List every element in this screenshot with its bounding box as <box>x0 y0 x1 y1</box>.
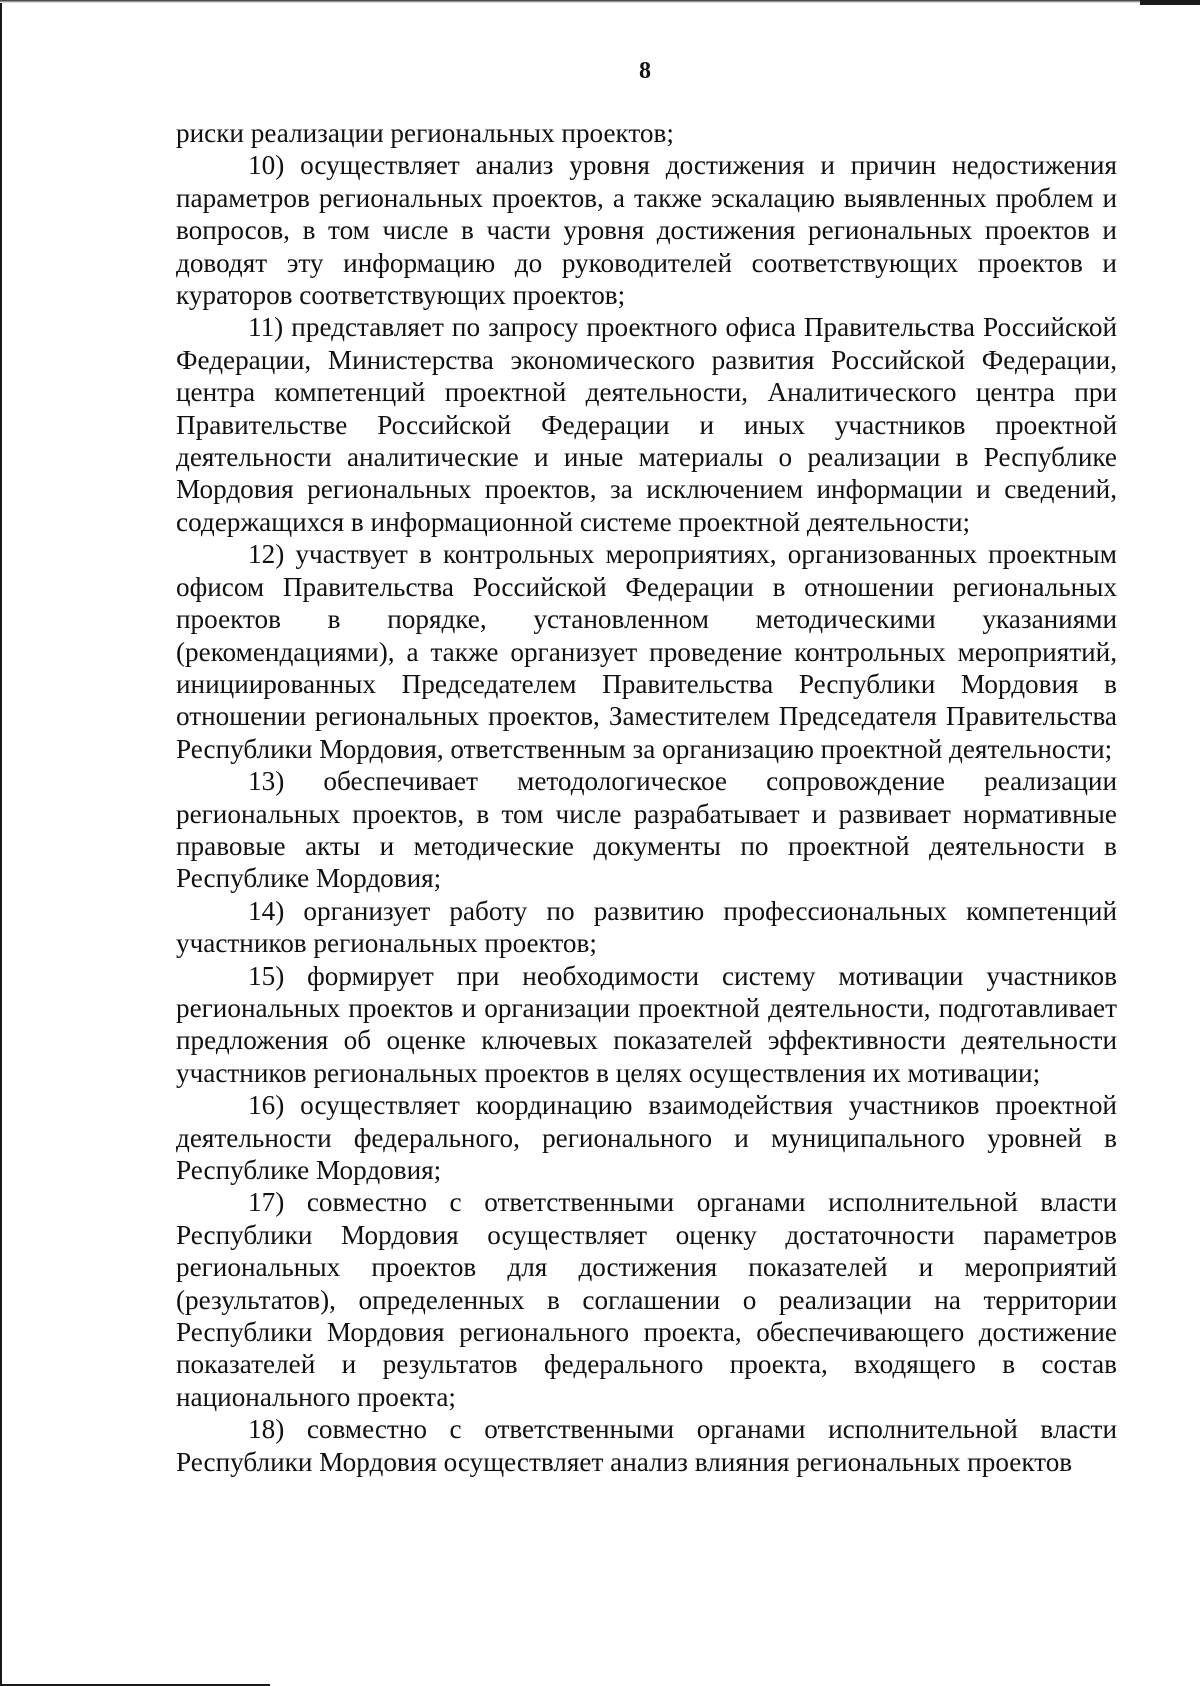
paragraph-item-12: 12) участвует в контрольных мероприятиях, организованных проектным офисом Правительства Российской Федерации в отношении региональных проектов в порядке, установленном методическими указаниями (рекомендациями), а также организует проведение контрольных мероприятий, инициированных Председателем Правительства Республики Мордовия в отношении региональных проектов, Заместителем Председателя Правительства Республики Мордовия, ответственным за организацию проектной деятельности; <box>176 539 1117 764</box>
paragraph-item-11: 11) представляет по запросу проектного офиса Правительства Российской Федерации, Министерства экономического развития Российской Федерации, центра компетенций проектной деятельности, Аналитического центра при Правительстве Российской Федерации и иных участников проектной деятельности аналитические и иные материалы о реализации в Республике Мордовия региональных проектов, за исключением информации и сведений, содержащихся в информационной системе проектной деятельности; <box>176 312 1117 537</box>
document-body <box>176 117 1117 1478</box>
paragraph-item-14: 14) организует работу по развитию профессиональных компетенций участников региональных проектов; <box>176 895 1117 959</box>
scan-edge-top <box>0 0 1200 3</box>
paragraph-item-13: 13) обеспечивает методологическое сопровождение реализации региональных проектов, в том числе разрабатывает и развивает нормативные правовые акты и методические документы по проектной деятельности в Республике Мордовия; <box>176 766 1117 894</box>
paragraph-continuation: риски реализации региональных проектов; <box>176 118 674 148</box>
scan-edge-left <box>0 0 2 1686</box>
paragraph-item-18: 18) совместно с ответственными органами исполнительной власти Республики Мордовия осуществляет анализ влияния региональных проектов <box>176 1414 1117 1477</box>
scan-edge-top-right <box>1140 0 1200 5</box>
paragraph-item-16: 16) осуществляет координацию взаимодействия участников проектной деятельности федерального, регионального и муниципального уровней в Республике Мордовия; <box>176 1090 1117 1185</box>
page-number: 8 <box>639 58 651 84</box>
paragraph-item-10: 10) осуществляет анализ уровня достижения и причин недостижения параметров региональных проектов, а также эскалацию выявленных проблем и вопросов, в том числе в части уровня достижения региональных проектов и доводят эту информацию до руководителей соответствующих проектов и кураторов соответствующих проектов; <box>176 150 1117 311</box>
paragraph-item-17: 17) совместно с ответственными органами исполнительной власти Республики Мордовия осуществляет оценку достаточности параметров региональных проектов для достижения показателей и мероприятий (результатов), определенных в соглашении о реализации на территории Республики Мордовия регионального проекта, обеспечивающего достижение показателей и результатов федерального проекта, входящего в состав национального проекта; <box>176 1187 1117 1412</box>
paragraph-item-15: 15) формирует при необходимости систему мотивации участников региональных проектов и организации проектной деятельности, подготавливает предложения об оценке ключевых показателей эффективности деятельности участников региональных проектов в целях осуществления их мотивации; <box>176 960 1117 1088</box>
